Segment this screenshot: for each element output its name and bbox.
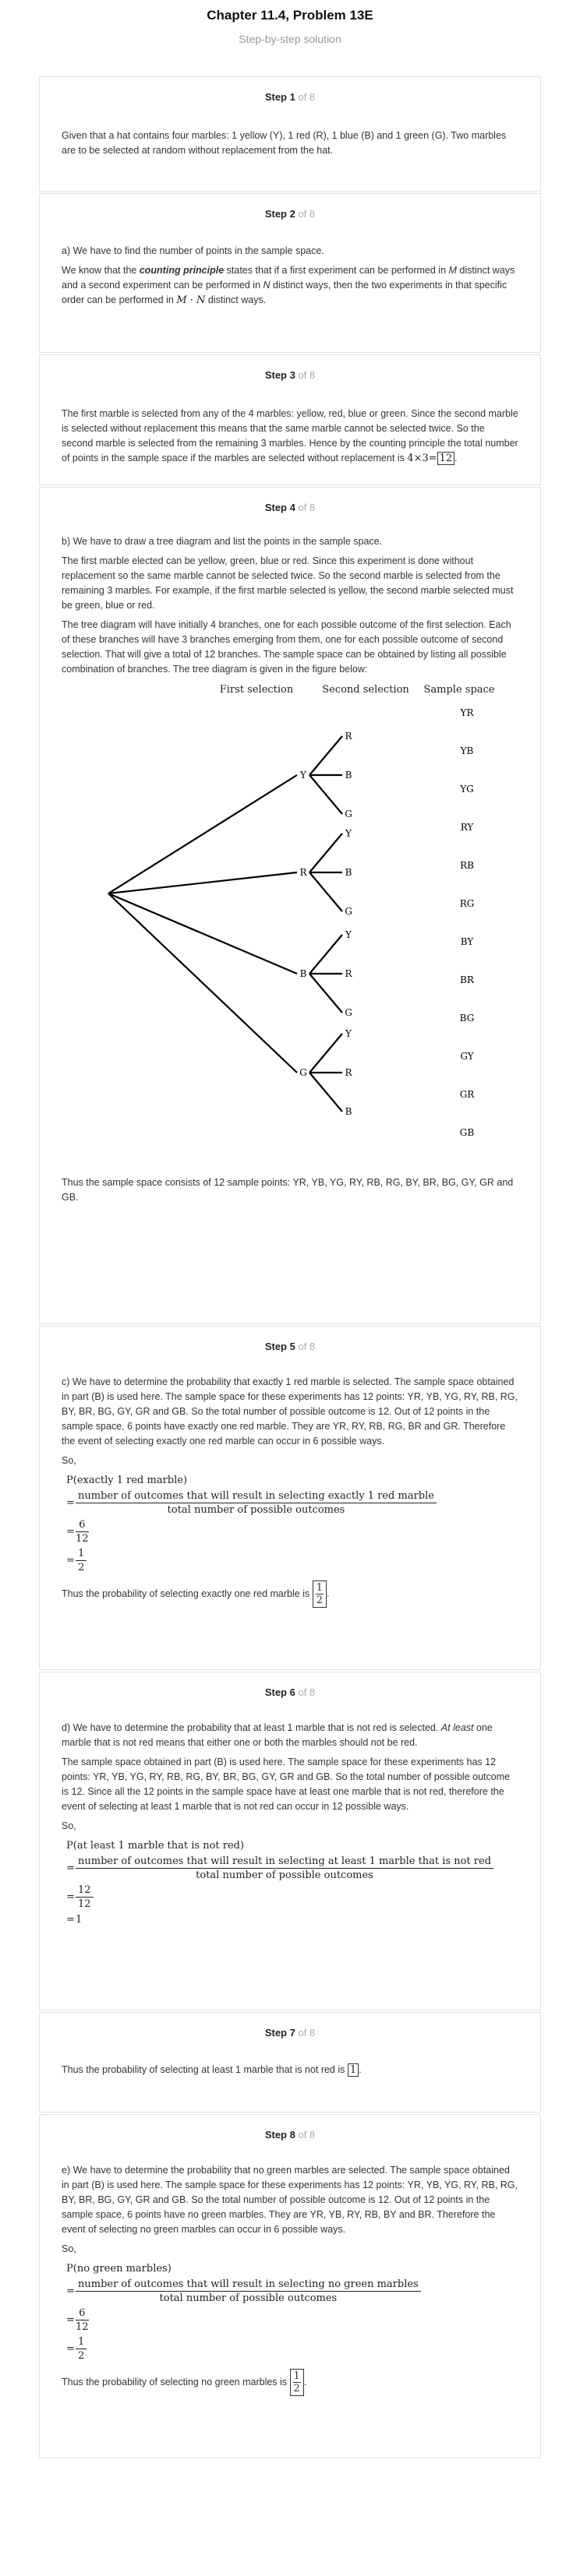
step-4-sample-space: Thus the sample space consists of 12 sample points: YR, YB, YG, RY, RB, RG, BY, BR, BG, GY, GR and GB. — [62, 1177, 514, 1203]
branch-RG — [309, 872, 342, 911]
steps-container — [39, 76, 541, 2460]
branch-BY — [309, 935, 342, 974]
step-7-answer: 1 — [348, 2063, 359, 2077]
step-5-equation: P(exactly 1 red marble) = number of outcomes that will result in selecting exactly 1 red marble total number of possible outcomes = $\frac{6}{12}$ = $\frac{1}{2}$ — [66, 1473, 518, 1574]
tree-diagram — [62, 682, 518, 1169]
step-3-answer: 12 — [437, 452, 455, 465]
step-2-card — [39, 193, 541, 353]
branch-GY — [309, 1034, 342, 1073]
sample-point-YG: YG — [460, 784, 474, 795]
node-first-G: G — [299, 1067, 307, 1078]
step-6-equation: P(at least 1 marble that is not red) = number of outcomes that will result in selecting at least 1 marble that is not red total number of possible outcomes = $\frac{12}{12}$ = 1 — [66, 1838, 518, 1927]
branch-YR — [309, 736, 342, 775]
step-5-so: So, — [62, 1455, 76, 1466]
step-6-so: So, — [62, 1820, 76, 1831]
sample-point-RB: RB — [460, 860, 474, 871]
node-second-YB: B — [345, 770, 352, 781]
sample-point-GR: GR — [459, 1089, 475, 1100]
step-8-answer: $\frac{1}{2}$ — [290, 2369, 304, 2396]
branch-RY — [309, 833, 342, 872]
chapter-title: Chapter 11.4, Problem 13E — [207, 8, 373, 23]
node-second-YR: R — [345, 731, 352, 742]
tree-header-1: First selection — [219, 684, 294, 696]
node-second-BY: Y — [345, 929, 352, 940]
node-second-RY: Y — [345, 828, 352, 839]
node-second-BR: R — [345, 968, 352, 979]
step-6-text: The sample space obtained in part (B) is used here. The sample space for these experiments has 12 points: YR, YB, YG, RY, RB, RG, BY, BR, BG, GY, GR and GB. So the total number of possible outcome is 12. Since all the 12 points in the sample space have at least one marble that is not red, therefore the event of selecting at least 1 marble that is not red can occur in 12 possible ways. — [62, 1757, 511, 1812]
tree-diagram-svg — [62, 682, 520, 1165]
node-first-Y: Y — [300, 770, 306, 781]
branch-GB — [309, 1073, 342, 1112]
step-4-tree-explain: The tree diagram will have initially 4 branches, one for each possible outcome of the first selection. Each of these branches will have 3 branches emerging from them, one for each possible outcome of second selection. That will give a total of 12 branches. The sample space can be obtained by listing all possible combination of branches. The tree diagram is given in the figure below: — [62, 619, 511, 675]
node-first-R: R — [299, 867, 307, 878]
step-3-text: The first marble is selected from any of the 4 marbles: yellow, red, blue or green. Since the second marble is selected without replacement this means that the same marble cannot be selected twice. So the second marble is selected from the remaining 3 marbles. Hence by the counting principle the total number of points in the sample space if the marbles are selected without replacement is 4×3= 12 . — [62, 408, 518, 464]
node-second-YG: G — [345, 809, 352, 819]
sample-point-RY: RY — [460, 822, 474, 833]
sample-point-BR: BR — [460, 974, 474, 985]
step-6-header: Step 6 of 8 — [264, 1686, 316, 1698]
tree-header-2: Second selection — [322, 684, 409, 696]
branch-first-G — [108, 893, 297, 1073]
step-3-card — [39, 354, 541, 485]
step-4-intro: b) We have to draw a tree diagram and list the points in the sample space. — [62, 536, 383, 547]
branch-first-B — [108, 893, 297, 974]
node-second-GR: R — [345, 1067, 352, 1078]
sample-point-GY: GY — [460, 1051, 474, 1062]
step-4-card — [39, 487, 541, 1324]
step-5-header: Step 5 of 8 — [264, 1341, 316, 1352]
node-second-GB: B — [345, 1106, 352, 1117]
step-8-text: e) We have to determine the probability that no green marbles are selected. The sample space obtained in part (B) is used here. The sample space for these experiments has 12 points: YR, YB, YG, RY, RB, RG, BY, BR, BG, GY, GR and GB. So the total number of possible outcome is 12. Out of 12 points in the sample space, 6 points have no green marbles. They are YR, YB, RY, RB, BY and BR. Therefore the event of selecting no green marbles can occur in 6 possible ways. — [62, 2165, 518, 2235]
step-2-principle: We know that the counting principle states that if a first experiment can be performed in M distinct ways and a second experiment can be performed in N distinct ways, then the two experiments in that specific order can be performed in M · N distinct ways. — [62, 265, 515, 306]
branch-YG — [309, 775, 342, 814]
step-7-card — [39, 2012, 541, 2113]
sample-point-BG: BG — [459, 1013, 475, 1024]
sample-point-YR: YR — [460, 707, 474, 718]
node-second-RG: G — [345, 906, 352, 917]
step-5-text: c) We have to determine the probability that exactly 1 red marble is selected. The sample space obtained in part (B) is used here. The sample space for these experiments has 12 points: YR, YB, YG, RY, RB, RG, BY, BR, BG, GY, GR and GB. So the total number of possible outcome is 12. Out of 12 points in the sample space, 6 points have exactly one red marble. They are YR, RY, RB, RG, BR and GR. Therefore the event of selecting exactly one red marble can occur in 6 possible ways. — [62, 1376, 518, 1447]
sample-point-YB: YB — [460, 745, 474, 756]
step-8-so: So, — [62, 2243, 76, 2254]
sample-point-BY: BY — [460, 936, 474, 947]
step-8-header: Step 8 of 8 — [264, 2129, 316, 2141]
step-2-header: Step 2 of 8 — [264, 208, 316, 220]
node-second-BG: G — [345, 1007, 352, 1018]
node-second-GY: Y — [345, 1028, 352, 1039]
step-1-card — [39, 76, 541, 192]
step-8-equation: P(no green marbles) = number of outcomes that will result in selecting no green marbles total number of possible outcomes = $\frac{6}{12}$ = $\frac{1}{2}$ — [66, 2261, 518, 2363]
step-8-card — [39, 2114, 541, 2458]
step-6-intro: d) We have to determine the probability that at least 1 marble that is not red is selected. At least one marble that is not red means that either one or both the marbles should not be red. — [62, 1722, 493, 1748]
node-first-B: B — [299, 968, 307, 979]
step-7-header: Step 7 of 8 — [264, 2027, 316, 2039]
branch-BG — [309, 974, 342, 1013]
step-4-header: Step 4 of 8 — [264, 502, 316, 513]
step-6-card — [39, 1672, 541, 2010]
step-5-answer: $\frac{1}{2}$ — [313, 1580, 327, 1608]
step-1-header: Step 1 of 8 — [264, 91, 316, 103]
step-7-text: Thus the probability of selecting at least 1 marble that is not red is 1 . — [62, 2064, 362, 2076]
sample-point-RG: RG — [459, 898, 475, 909]
step-5-card — [39, 1326, 541, 1670]
step-1-text: Given that a hat contains four marbles: 1 yellow (Y), 1 red (R), 1 blue (B) and 1 green (G). Two marbles are to be selected at random without replacement from the hat. — [62, 130, 507, 156]
step-5-conclusion: Thus the probability of selecting exactly one red marble is $\frac{1}{2}$ . — [62, 1582, 330, 1606]
solution-subtitle: Step-by-step solution — [239, 33, 341, 45]
node-second-RB: B — [345, 867, 352, 878]
tree-header-3: Sample space — [423, 684, 495, 696]
step-4-explain: The first marble elected can be yellow, green, blue or red. Since this experiment is done without replacement so the same marble cannot be selected twice. So the second marble is selected from the remaining 3 marbles. For example, if the first marble selected is yellow, the second marble selected must be green, blue or red. — [62, 555, 514, 611]
sample-point-GB: GB — [459, 1127, 475, 1138]
step-8-conclusion: Thus the probability of selecting no green marbles is $\frac{1}{2}$ . — [62, 2370, 307, 2395]
step-2-intro: a) We have to find the number of points in the sample space. — [62, 245, 324, 256]
step-3-header: Step 3 of 8 — [264, 369, 316, 381]
